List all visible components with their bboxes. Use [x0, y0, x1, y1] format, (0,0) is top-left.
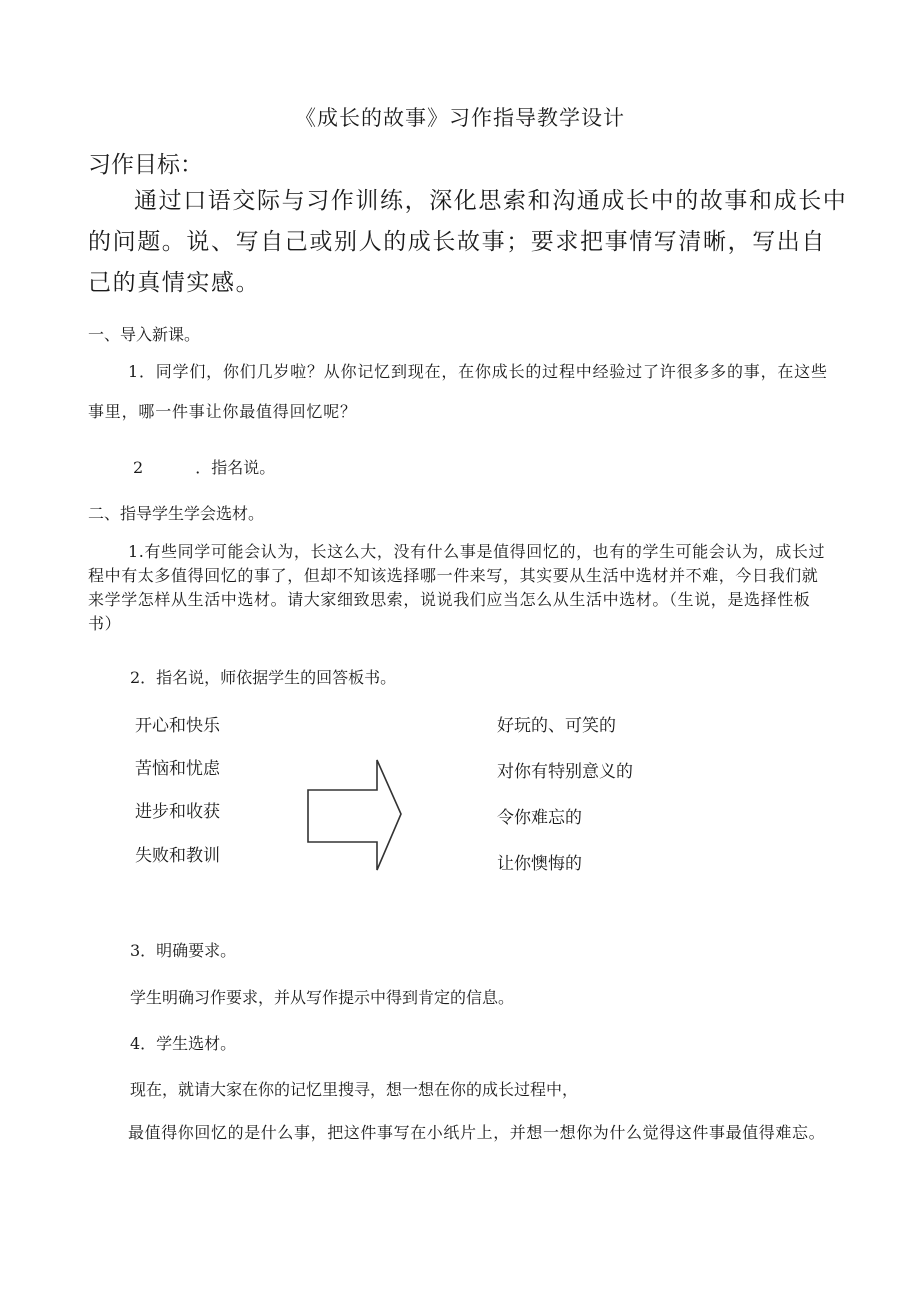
- board-right-item: 好玩的、可笑的: [497, 716, 616, 736]
- board-left-item: 进步和收获: [135, 802, 220, 822]
- section1-item2-num: 2: [133, 458, 144, 477]
- section2-item4-text1: 现在，就请大家在你的记忆里搜寻，想一想在你的成长过程中，: [130, 1080, 579, 1099]
- board-right-item: 对你有特别意义的: [497, 762, 633, 782]
- section1-item1: 1．同学们，你们几岁啦？从你记忆到现在，在你成长的过程中经验过了许很多多的事，在这些事里，哪一件事让你最值得回忆呢？: [88, 362, 828, 421]
- section1-heading: 一、导入新课。: [88, 325, 201, 344]
- board-left-item: 苦恼和忧虑: [135, 759, 220, 779]
- board-left-item: 开心和快乐: [135, 716, 220, 736]
- section2-item3-text: 学生明确习作要求，并从写作提示中得到肯定的信息。: [130, 988, 515, 1007]
- board-right-item: 令你难忘的: [497, 808, 582, 828]
- section2-heading: 二、指导学生学会选材。: [88, 504, 265, 523]
- section2-item3: 3．明确要求。: [130, 941, 237, 960]
- section1-item2-text: ．指名说。: [195, 458, 276, 477]
- right-arrow-icon: [305, 757, 405, 873]
- section2-item4: 4．学生选材。: [130, 1034, 237, 1053]
- goal-text: 通过口语交际与习作训练，深化思索和沟通成长中的故事和成长中的问题。说、写自己或别人的成长故事；要求把事情写清晰，写出自己的真情实感。: [88, 188, 848, 296]
- section2-item4-text2: 最值得你回忆的是什么事，把这件事写在小纸片上，并想一想你为什么觉得这件事最值得难忘。: [128, 1123, 826, 1142]
- goal-heading: 习作目标：: [88, 152, 203, 178]
- section2-item1: 1.有些同学可能会认为，长这么大，没有什么事是值得回忆的，也有的学生可能会认为，成长过程中有太多值得回忆的事了，但却不知该选择哪一件来写，其实要从生活中选材并不难，今日我们就来学学怎样从生活中选材。请大家细致思索，说说我们应当怎么从生活中选材。（生说，是选择性板书）: [88, 542, 826, 633]
- section2-item2: 2．指名说，师依据学生的回答板书。: [130, 668, 397, 687]
- page-title: 《成长的故事》习作指导教学设计: [295, 106, 625, 130]
- section1-item2: [133, 455, 275, 478]
- board-left-item: 失败和教训: [135, 846, 220, 866]
- board-right-item: 让你懊悔的: [497, 854, 582, 874]
